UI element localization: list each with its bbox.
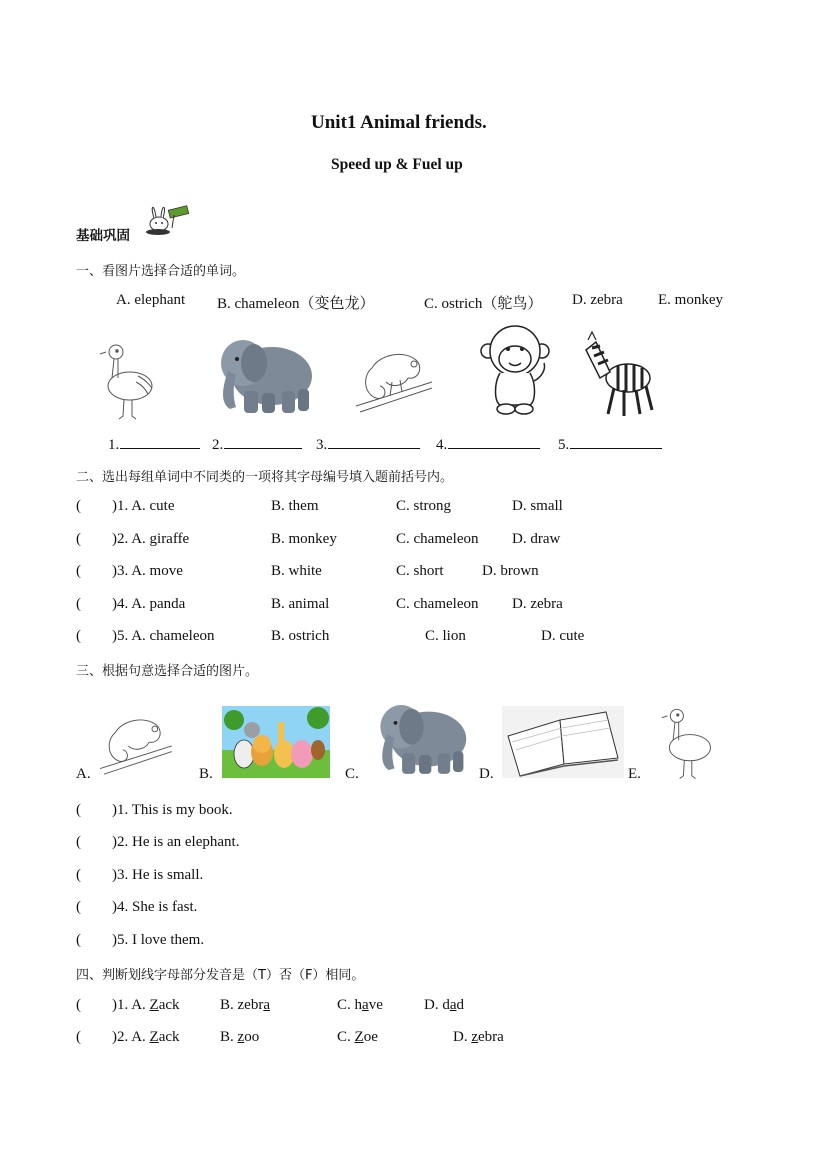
ostrich-picture xyxy=(98,342,160,420)
picture-label-a: A. xyxy=(76,766,91,782)
ostrich-picture xyxy=(660,706,718,780)
part2-heading: 二、选出每组单词中不同类的一项将其字母编号填入题前括号内。 xyxy=(76,470,454,485)
choice-c: C. short xyxy=(396,563,444,579)
question-row: )1. A. Zack xyxy=(112,997,180,1013)
choice-b: B. zoo xyxy=(220,1029,260,1045)
section-label: 基础巩固 xyxy=(76,228,130,244)
elephant-picture xyxy=(210,333,316,417)
choice-c: C. chameleon xyxy=(396,531,479,547)
question-row: )5. A. chameleon xyxy=(112,628,215,644)
answer-paren[interactable]: ( xyxy=(76,628,81,644)
blank-3[interactable] xyxy=(316,434,420,454)
elephant-picture xyxy=(370,698,470,778)
choice-d: D. small xyxy=(512,498,563,514)
rabbit-sign-icon xyxy=(142,201,192,237)
picture-label-e: E. xyxy=(628,766,641,782)
choice-d: D. cute xyxy=(541,628,585,644)
question-row: )4. A. panda xyxy=(112,596,186,612)
option-b: B. chameleon（变色龙） xyxy=(217,296,375,312)
book-picture xyxy=(502,706,624,778)
animal-friends-picture xyxy=(222,706,330,778)
sentence-5: )5. I love them. xyxy=(112,932,205,948)
answer-paren[interactable]: ( xyxy=(76,997,81,1013)
option-c: C. ostrich（鸵鸟） xyxy=(424,296,543,312)
chameleon-picture xyxy=(352,346,434,416)
blank-number: 1. xyxy=(108,437,120,453)
answer-paren[interactable]: ( xyxy=(76,596,81,612)
choice-b: B. monkey xyxy=(271,531,337,547)
choice-c: C. chameleon xyxy=(396,596,479,612)
zebra-picture xyxy=(584,330,658,418)
blank-5[interactable] xyxy=(558,434,662,454)
choice-b: B. animal xyxy=(271,596,330,612)
choice-c: C. have xyxy=(337,997,383,1013)
picture-label-b: B. xyxy=(199,766,213,782)
answer-paren[interactable]: ( xyxy=(76,932,81,948)
blank-number: 3. xyxy=(316,437,328,453)
blank-2[interactable] xyxy=(212,434,302,454)
choice-c: C. lion xyxy=(425,628,466,644)
choice-d: D. dad xyxy=(424,997,465,1013)
answer-paren[interactable]: ( xyxy=(76,867,81,883)
sentence-3: )3. He is small. xyxy=(112,867,204,883)
answer-paren[interactable]: ( xyxy=(76,531,81,547)
blank-number: 5. xyxy=(558,437,570,453)
picture-label-c: C. xyxy=(345,766,359,782)
sentence-2: )2. He is an elephant. xyxy=(112,834,240,850)
question-row: )2. A. giraffe xyxy=(112,531,190,547)
question-row: )1. A. cute xyxy=(112,498,175,514)
choice-b: B. them xyxy=(271,498,319,514)
answer-paren[interactable]: ( xyxy=(76,899,81,915)
blank-4[interactable] xyxy=(436,434,540,454)
chameleon-picture xyxy=(95,712,175,778)
part3-heading: 三、根据句意选择合适的图片。 xyxy=(76,664,259,679)
page-subtitle: Speed up & Fuel up xyxy=(331,156,463,173)
answer-paren[interactable]: ( xyxy=(76,834,81,850)
blank-number: 2. xyxy=(212,437,224,453)
choice-b: B. zebra xyxy=(220,997,270,1013)
part4-heading: 四、判断划线字母部分发音是（T）否（F）相同。 xyxy=(76,968,365,983)
monkey-picture xyxy=(478,323,552,417)
picture-label-d: D. xyxy=(479,766,494,782)
choice-d: D. zebra xyxy=(453,1029,504,1045)
page-title: Unit1 Animal friends. xyxy=(311,112,487,133)
answer-paren[interactable]: ( xyxy=(76,498,81,514)
question-row: )3. A. move xyxy=(112,563,183,579)
answer-paren[interactable]: ( xyxy=(76,1029,81,1045)
choice-c: C. Zoe xyxy=(337,1029,378,1045)
choice-d: D. draw xyxy=(512,531,561,547)
question-row: )2. A. Zack xyxy=(112,1029,180,1045)
option-a: A. elephant xyxy=(116,292,186,308)
choice-d: D. zebra xyxy=(512,596,563,612)
choice-b: B. ostrich xyxy=(271,628,330,644)
sentence-1: )1. This is my book. xyxy=(112,802,233,818)
choice-b: B. white xyxy=(271,563,322,579)
blank-number: 4. xyxy=(436,437,448,453)
answer-paren[interactable]: ( xyxy=(76,802,81,818)
blank-1[interactable] xyxy=(108,434,200,454)
choice-c: C. strong xyxy=(396,498,452,514)
option-d: D. zebra xyxy=(572,292,623,308)
answer-paren[interactable]: ( xyxy=(76,563,81,579)
option-e: E. monkey xyxy=(658,292,723,308)
part1-heading: 一、看图片选择合适的单词。 xyxy=(76,264,246,279)
sentence-4: )4. She is fast. xyxy=(112,899,198,915)
choice-d: D. brown xyxy=(482,563,539,579)
